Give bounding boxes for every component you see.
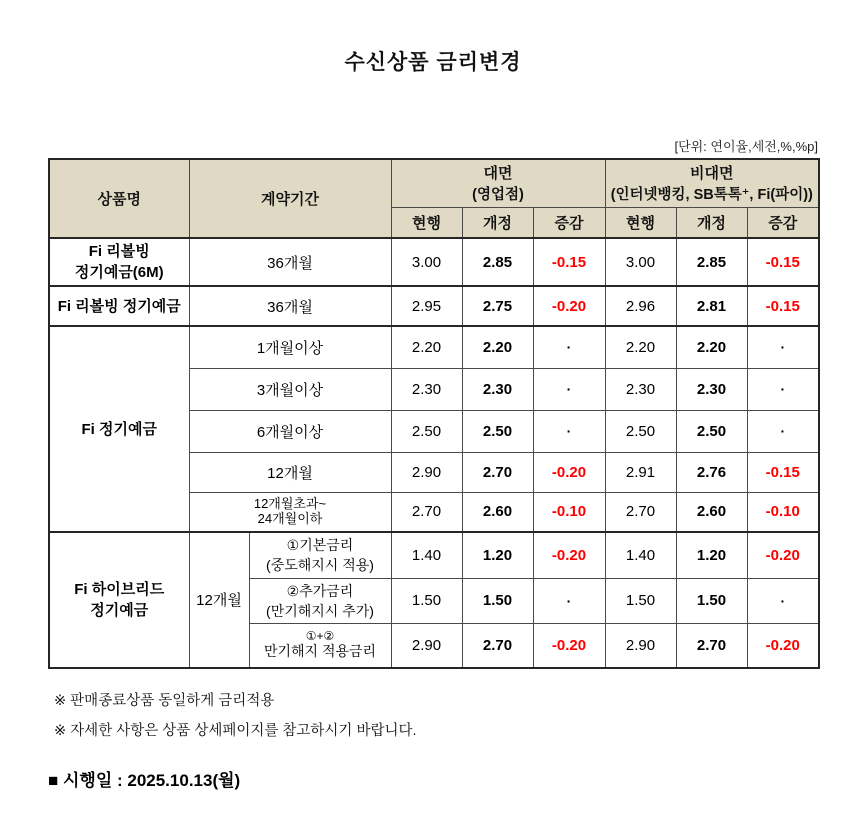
- rate-value-cell: 1.50: [605, 578, 676, 624]
- rate-value-cell: 2.95: [391, 286, 462, 326]
- product-name-cell: Fi 리볼빙 정기예금(6M): [49, 238, 189, 286]
- rate-change-cell: ·: [533, 410, 605, 452]
- rate-value-cell: 2.20: [676, 326, 747, 368]
- period-cell: 12개월: [189, 532, 249, 668]
- rate-change-cell: -0.10: [747, 492, 819, 532]
- rate-value-cell: 1.20: [676, 532, 747, 578]
- rate-value-cell: 2.30: [391, 368, 462, 410]
- rate-value-cell: 2.90: [391, 452, 462, 492]
- footnotes: [48, 689, 818, 740]
- rate-type-cell: ①+② 만기해지 적용금리: [249, 624, 391, 668]
- unit-note: [단위: 연이율,세전,%,%p]: [674, 139, 818, 154]
- period-cell: 3개월이상: [189, 368, 391, 410]
- page-title: 수신상품 금리변경: [344, 51, 522, 74]
- rate-value-cell: 1.50: [462, 578, 533, 624]
- table-body: [49, 238, 819, 668]
- rate-change-cell: ·: [533, 326, 605, 368]
- rate-change-cell: -0.20: [747, 532, 819, 578]
- rate-value-cell: 2.70: [391, 492, 462, 532]
- rate-value-cell: 1.50: [391, 578, 462, 624]
- product-name-cell: Fi 정기예금: [49, 326, 189, 532]
- nonface-label: 비대면: [690, 165, 734, 183]
- table-row: [49, 326, 819, 368]
- rate-change-cell: ·: [533, 578, 605, 624]
- footnote-2: ※ 자세한 사항은 상품 상세페이지를 참고하시기 바랍니다.: [54, 722, 417, 739]
- rate-change-cell: -0.20: [533, 624, 605, 668]
- rate-change-cell: -0.15: [747, 452, 819, 492]
- rate-change-cell: -0.20: [533, 286, 605, 326]
- rate-change-cell: -0.10: [533, 492, 605, 532]
- rate-value-cell: 2.20: [391, 326, 462, 368]
- col-header-face-group: [391, 159, 605, 207]
- col-header-product: 상품명: [49, 159, 189, 238]
- rate-value-cell: 2.81: [676, 286, 747, 326]
- col-header-nonface-current: 현행: [605, 207, 676, 238]
- rate-value-cell: 2.60: [462, 492, 533, 532]
- col-header-face-revised: 개정: [462, 207, 533, 238]
- col-header-face-current: 현행: [391, 207, 462, 238]
- nonface-sublabel: (인터넷뱅킹, SB톡톡⁺, Fi(파이)): [610, 187, 813, 204]
- product-name-cell: Fi 리볼빙 정기예금: [49, 286, 189, 326]
- col-header-nonface-change: 증감: [747, 207, 819, 238]
- rate-value-cell: 2.91: [605, 452, 676, 492]
- rate-type-cell: ②추가금리 (만기해지시 추가): [249, 578, 391, 624]
- rate-value-cell: 2.75: [462, 286, 533, 326]
- product-name-cell: Fi 하이브리드 정기예금: [49, 532, 189, 668]
- face-label: 대면: [483, 165, 513, 183]
- rate-change-cell: ·: [747, 368, 819, 410]
- rate-value-cell: 1.40: [605, 532, 676, 578]
- rate-value-cell: 2.70: [462, 452, 533, 492]
- rate-value-cell: 3.00: [605, 238, 676, 286]
- rate-value-cell: 2.30: [676, 368, 747, 410]
- rate-value-cell: 2.70: [676, 624, 747, 668]
- table-row: [49, 238, 819, 286]
- table-row: [49, 286, 819, 326]
- effective-date: ■ 시행일 : 2025.10.13(월): [48, 770, 241, 790]
- rate-change-cell: -0.15: [747, 238, 819, 286]
- rate-value-cell: 2.30: [605, 368, 676, 410]
- rate-change-cell: ·: [747, 410, 819, 452]
- rate-value-cell: 2.30: [462, 368, 533, 410]
- col-header-nonface-group: [605, 159, 819, 207]
- rate-value-cell: 1.50: [676, 578, 747, 624]
- rate-change-cell: ·: [533, 368, 605, 410]
- table-row: [49, 532, 819, 578]
- period-cell: 1개월이상: [189, 326, 391, 368]
- rate-value-cell: 2.50: [676, 410, 747, 452]
- rate-change-cell: -0.20: [533, 532, 605, 578]
- rate-change-cell: -0.15: [533, 238, 605, 286]
- rate-change-cell: ·: [747, 578, 819, 624]
- rate-value-cell: 2.50: [391, 410, 462, 452]
- face-sublabel: (영업점): [472, 187, 524, 204]
- rate-value-cell: 2.70: [605, 492, 676, 532]
- rate-value-cell: 2.96: [605, 286, 676, 326]
- rate-value-cell: 2.90: [605, 624, 676, 668]
- rate-value-cell: 2.70: [462, 624, 533, 668]
- rate-value-cell: 2.90: [391, 624, 462, 668]
- rate-value-cell: 2.20: [462, 326, 533, 368]
- footnote-1: ※ 판매종료상품 동일하게 금리적용: [54, 692, 275, 709]
- rate-change-cell: -0.15: [747, 286, 819, 326]
- rate-value-cell: 2.50: [605, 410, 676, 452]
- period-cell: 36개월: [189, 238, 391, 286]
- period-cell: 6개월이상: [189, 410, 391, 452]
- rate-value-cell: 1.40: [391, 532, 462, 578]
- rate-value-cell: 2.60: [676, 492, 747, 532]
- rate-value-cell: 2.85: [676, 238, 747, 286]
- col-header-face-change: 증감: [533, 207, 605, 238]
- rate-value-cell: 1.20: [462, 532, 533, 578]
- col-header-nonface-revised: 개정: [676, 207, 747, 238]
- rate-value-cell: 2.76: [676, 452, 747, 492]
- rate-value-cell: 2.50: [462, 410, 533, 452]
- rate-change-table: [48, 158, 820, 669]
- rate-change-cell: -0.20: [747, 624, 819, 668]
- period-cell: 12개월초과~ 24개월이하: [189, 492, 391, 532]
- period-cell: 12개월: [189, 452, 391, 492]
- period-cell: 36개월: [189, 286, 391, 326]
- rate-value-cell: 2.20: [605, 326, 676, 368]
- rate-value-cell: 3.00: [391, 238, 462, 286]
- rate-value-cell: 2.85: [462, 238, 533, 286]
- rate-change-cell: ·: [747, 326, 819, 368]
- rate-type-cell: ①기본금리 (중도해지시 적용): [249, 532, 391, 578]
- rate-change-cell: -0.20: [533, 452, 605, 492]
- col-header-period: 계약기간: [189, 159, 391, 238]
